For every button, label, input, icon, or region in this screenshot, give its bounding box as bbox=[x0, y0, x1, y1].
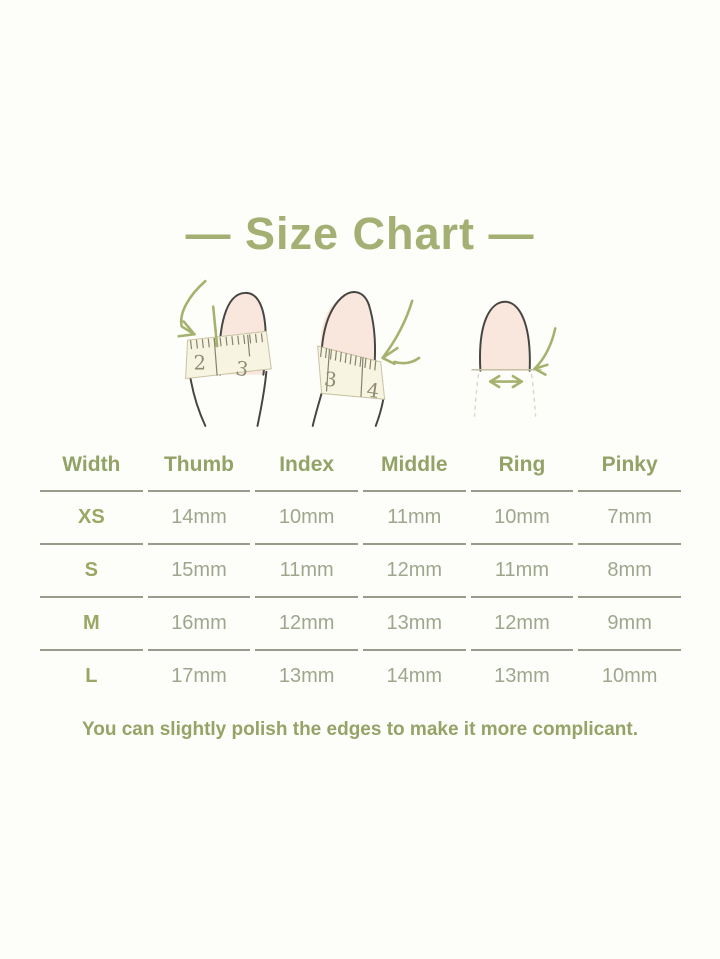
green-arrow-icon bbox=[179, 281, 217, 346]
nail-width-illustration bbox=[442, 278, 562, 428]
measuring-illustrations bbox=[160, 278, 562, 428]
tape-number: 4 bbox=[365, 378, 381, 404]
green-arrow-icon bbox=[383, 301, 419, 364]
cell: 13mm bbox=[363, 598, 466, 651]
cell: 16mm bbox=[148, 598, 251, 651]
cell: 13mm bbox=[494, 665, 550, 687]
tape-number: 3 bbox=[234, 356, 250, 382]
cell: 17mm bbox=[171, 665, 227, 687]
cell: 10mm bbox=[601, 665, 658, 687]
cell: 12mm bbox=[255, 598, 358, 651]
cell: 7mm bbox=[578, 492, 681, 545]
cell: 14mm bbox=[148, 492, 251, 545]
col-header-index: Index bbox=[255, 440, 358, 492]
cell: 10mm bbox=[255, 492, 358, 545]
size-label: L bbox=[85, 665, 98, 687]
tape-number: 2 bbox=[193, 351, 207, 375]
cell: 12mm bbox=[363, 545, 466, 598]
green-arrow-icon bbox=[534, 328, 555, 374]
table-row-m bbox=[40, 598, 681, 651]
col-header-ring: Ring bbox=[471, 440, 574, 492]
cell: 12mm bbox=[471, 598, 574, 651]
size-label: M bbox=[40, 598, 143, 651]
cell: 11mm bbox=[363, 492, 466, 545]
size-label: S bbox=[40, 545, 143, 598]
finger-tape-tilted-illustration bbox=[296, 278, 436, 428]
cell: 13mm bbox=[278, 665, 335, 687]
cell: 11mm bbox=[255, 545, 358, 598]
finger-tape-front-illustration bbox=[160, 278, 290, 428]
table-row-xs bbox=[40, 492, 681, 545]
cell: 14mm bbox=[386, 665, 443, 687]
size-label: XS bbox=[40, 492, 143, 545]
col-header-thumb: Thumb bbox=[148, 440, 251, 492]
table-row-l bbox=[40, 651, 681, 702]
polish-note-text: You can slightly polish the edges to make it more complicant. bbox=[81, 719, 639, 740]
cell: 10mm bbox=[471, 492, 574, 545]
table-row-s bbox=[40, 545, 681, 598]
cell: 11mm bbox=[471, 545, 574, 598]
cell: 15mm bbox=[148, 545, 251, 598]
cell: 9mm bbox=[578, 598, 681, 651]
page-title: — Size Chart — bbox=[185, 208, 535, 259]
tape-number: 3 bbox=[323, 367, 338, 392]
fingernail bbox=[480, 302, 530, 371]
cell: 8mm bbox=[578, 545, 681, 598]
width-double-arrow-icon bbox=[490, 376, 522, 387]
col-header-pinky: Pinky bbox=[578, 440, 681, 492]
col-header-middle: Middle bbox=[363, 440, 466, 492]
size-chart-table bbox=[35, 440, 686, 702]
col-header-width: Width bbox=[40, 440, 143, 492]
header-row bbox=[40, 440, 681, 492]
